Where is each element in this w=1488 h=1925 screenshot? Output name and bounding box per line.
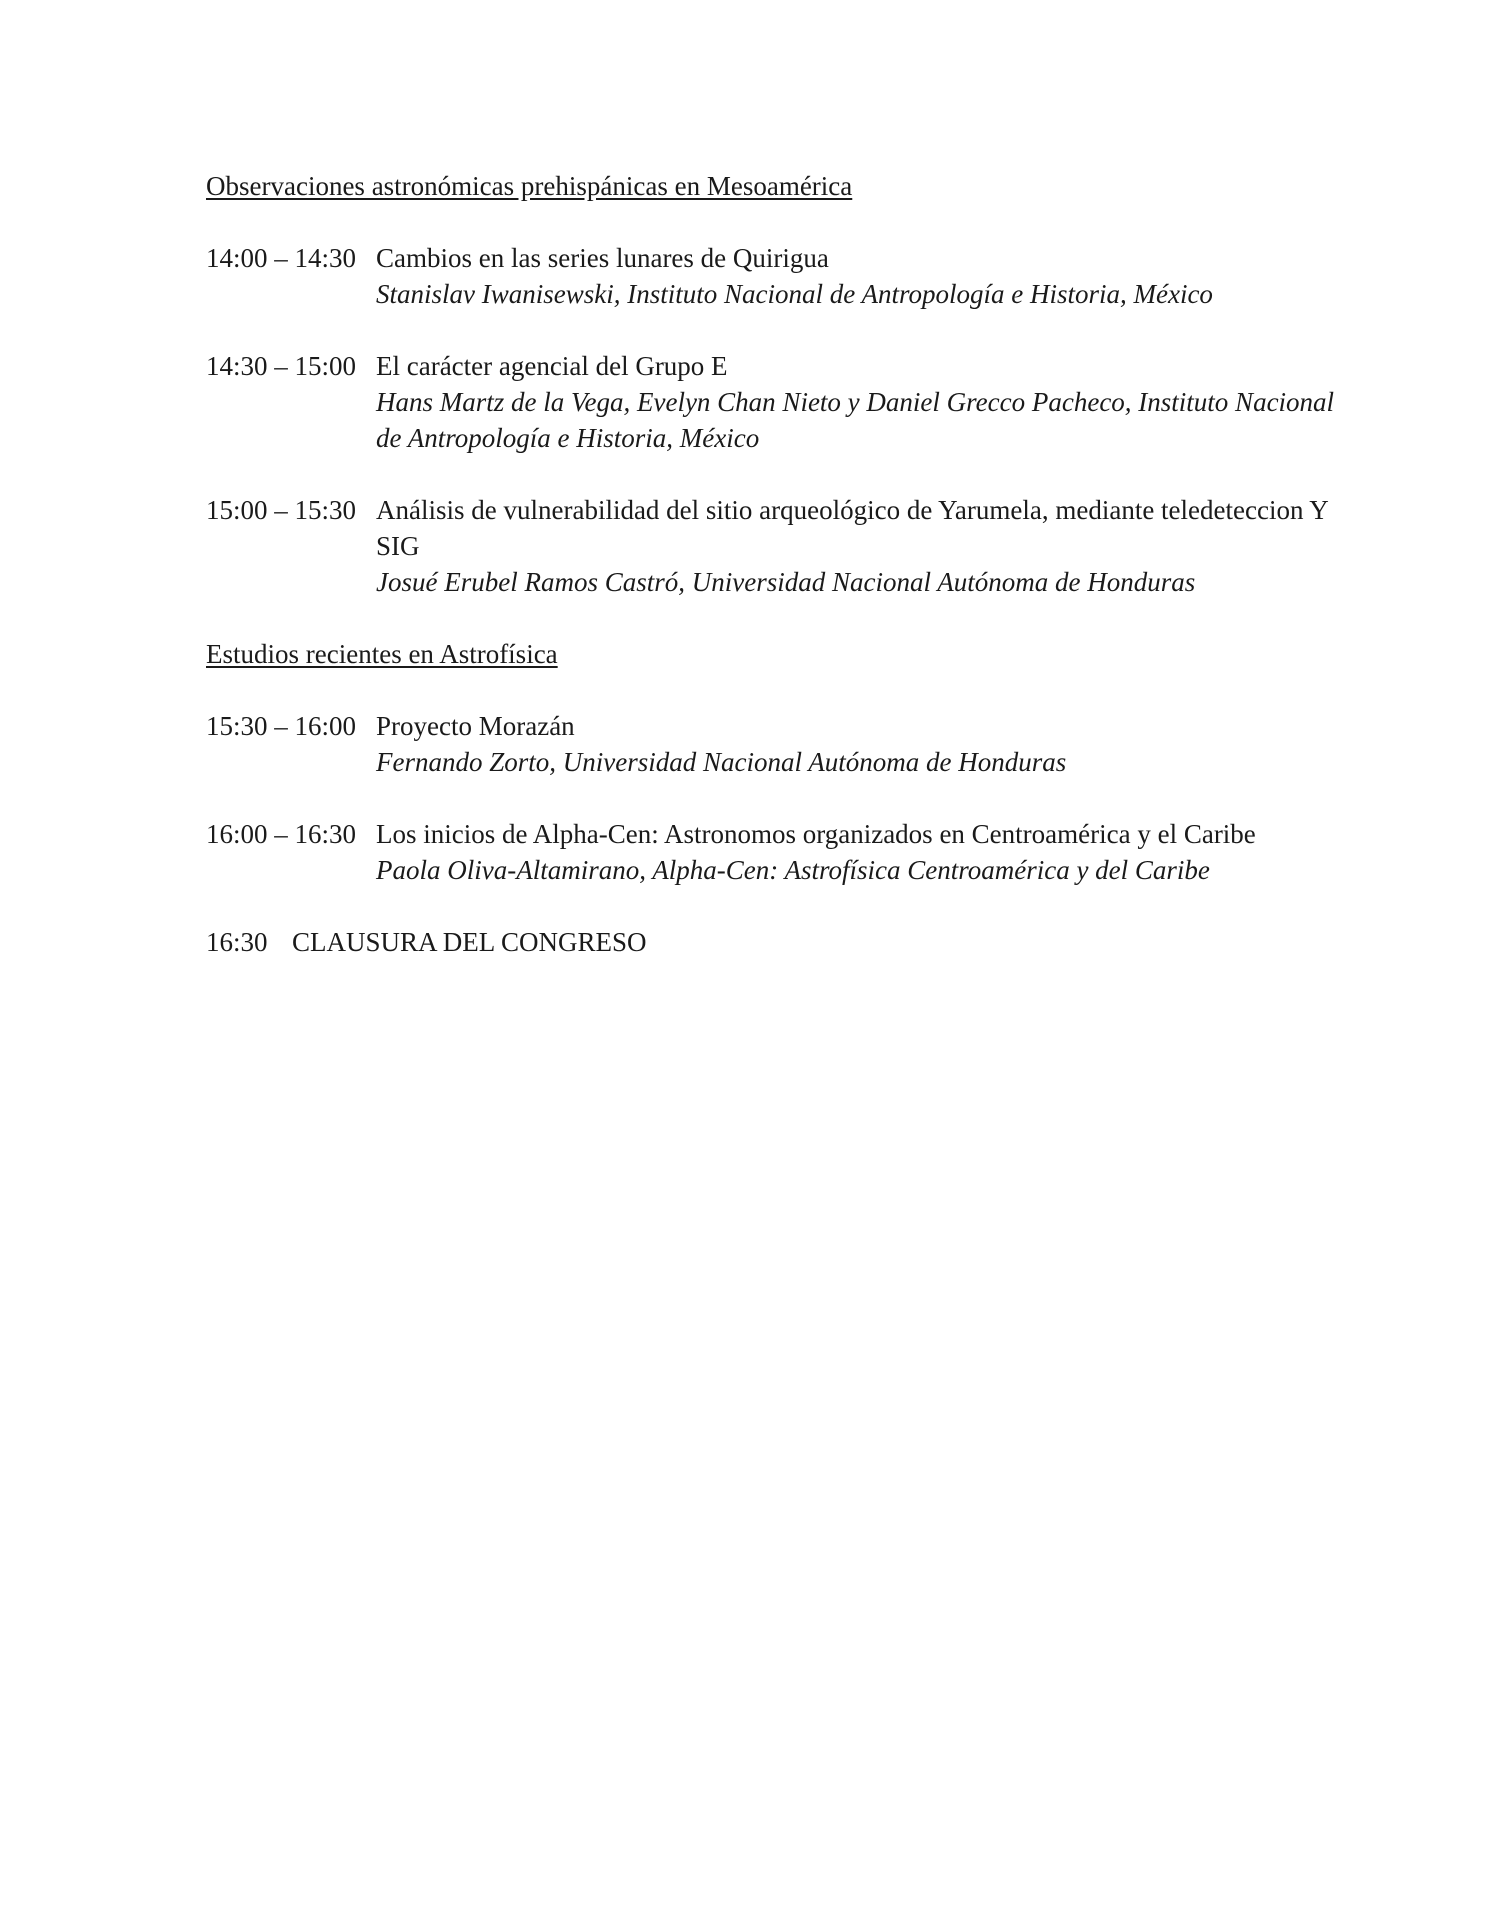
section-title-astrofisica: Estudios recientes en Astrofísica xyxy=(206,639,558,669)
talk-authors: Hans Martz de la Vega, Evelyn Chan Nieto y Daniel Grecco Pacheco, Instituto Nacional de Antropología e Historia, México xyxy=(376,387,1335,453)
entry-time: 15:30 – 16:00 xyxy=(206,711,357,741)
talk-title: Análisis de vulnerabilidad del sitio arqueológico de Yarumela, mediante teledeteccion Y SIG xyxy=(376,495,1328,561)
talk-authors: Paola Oliva-Altamirano, Alpha-Cen: Astrofísica Centroamérica y del Caribe xyxy=(376,855,1210,885)
talk-title: Cambios en las series lunares de Quirigua xyxy=(376,243,829,273)
entry-time: 15:00 – 15:30 xyxy=(206,495,357,525)
talk-authors: Josué Erubel Ramos Castró, Universidad Nacional Autónoma de Honduras xyxy=(376,567,1196,597)
talk-authors: Fernando Zorto, Universidad Nacional Autónoma de Honduras xyxy=(376,747,1067,777)
talk-title: Proyecto Morazán xyxy=(376,711,575,741)
schedule-entry xyxy=(206,348,1346,456)
schedule-entry xyxy=(206,816,1346,888)
entry-time: 16:00 – 16:30 xyxy=(206,819,357,849)
closing-label: CLAUSURA DEL CONGRESO xyxy=(292,927,647,957)
talk-title: El carácter agencial del Grupo E xyxy=(376,351,728,381)
program-content xyxy=(206,168,1346,960)
schedule-entry xyxy=(206,240,1346,312)
section-title-mesoamerica: Observaciones astronómicas prehispánicas en Mesoamérica xyxy=(206,171,853,201)
closing-line xyxy=(206,924,1346,960)
entry-time: 14:00 – 14:30 xyxy=(206,243,357,273)
schedule-entry xyxy=(206,708,1346,780)
closing-time: 16:30 xyxy=(206,927,268,957)
entry-time: 14:30 – 15:00 xyxy=(206,351,357,381)
talk-authors: Stanislav Iwanisewski, Instituto Nacional de Antropología e Historia, México xyxy=(376,279,1213,309)
talk-title: Los inicios de Alpha-Cen: Astronomos organizados en Centroamérica y el Caribe xyxy=(376,819,1256,849)
schedule-entry xyxy=(206,492,1346,600)
